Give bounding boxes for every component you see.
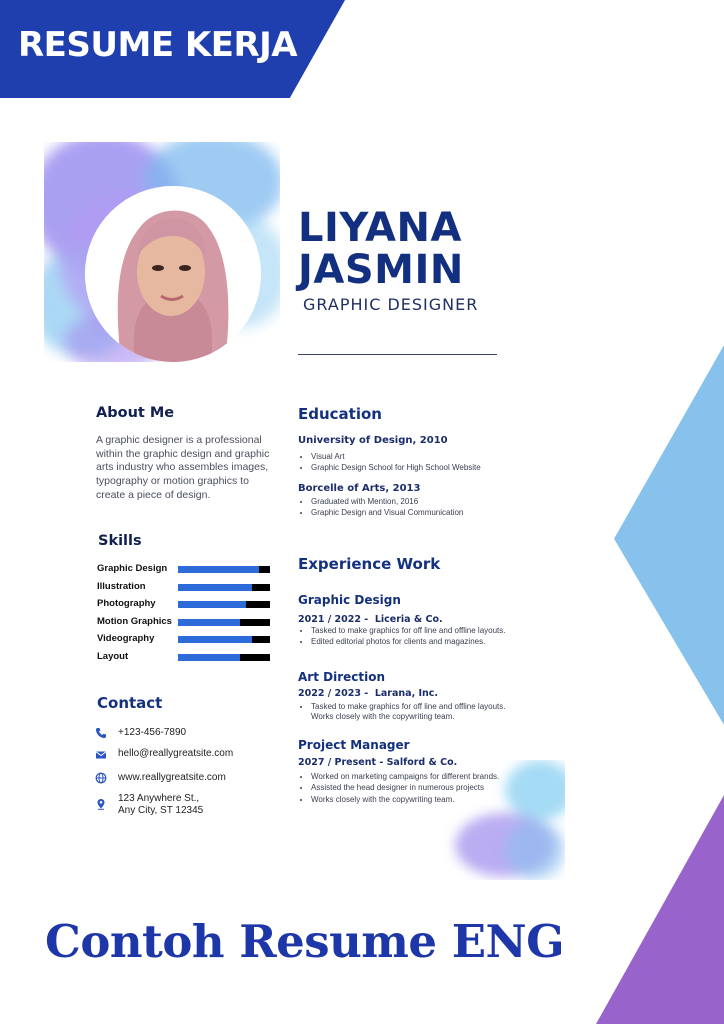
skill-row	[97, 633, 277, 647]
skill-fill	[178, 619, 240, 626]
list-item: • Graphic Design School for High School Website	[311, 463, 511, 473]
skill-row	[97, 651, 277, 665]
experience-bullets	[299, 626, 511, 649]
address-line-1: 123 Anywhere St.,	[118, 793, 200, 804]
skill-fill	[178, 601, 246, 608]
contact-heading: Contact	[97, 694, 163, 712]
skill-fill	[178, 636, 252, 643]
skill-bar	[178, 584, 270, 591]
contact-website[interactable]: www.reallygreatsite.com	[118, 772, 226, 783]
watercolor-splash-bottom	[435, 760, 565, 880]
banner-title: RESUME KERJA	[18, 25, 298, 65]
title-divider	[298, 354, 497, 355]
list-item: • Works closely with the copywriting team.	[311, 795, 511, 805]
skill-bar	[178, 654, 270, 661]
skill-fill	[178, 566, 259, 573]
list-item: • Tasked to make graphics for off line and offline layouts. Works closely with the copywriting team.	[311, 702, 511, 723]
skills-heading: Skills	[98, 533, 142, 549]
skill-bar	[178, 636, 270, 643]
location-icon	[95, 798, 107, 810]
list-item: • Assisted the head designer in numerous projects	[311, 783, 511, 793]
list-item: • Edited editorial photos for clients and magazines.	[311, 637, 511, 647]
education-heading: Education	[298, 405, 382, 423]
skill-bar	[178, 566, 270, 573]
contact-address	[118, 793, 203, 817]
skill-row	[97, 616, 277, 630]
profile-title: GRAPHIC DESIGNER	[303, 295, 479, 314]
profile-photo	[85, 186, 261, 362]
skill-bar	[178, 601, 270, 608]
contact-email[interactable]: hello@reallygreatsite.com	[118, 748, 234, 759]
list-item: • Worked on marketing campaigns for different brands.	[311, 772, 511, 782]
name-first: LIYANA	[298, 205, 462, 251]
mail-icon	[95, 749, 107, 761]
list-item: • Graduated with Mention, 2016	[311, 497, 511, 507]
profile-name	[298, 207, 464, 291]
list-item: • Tasked to make graphics for off line and offline layouts.	[311, 626, 511, 636]
skill-row	[97, 598, 277, 612]
education-school: Borcelle of Arts, 2013	[298, 483, 421, 494]
experience-role: Art Direction	[298, 670, 385, 684]
decorative-blue-triangle	[614, 345, 724, 725]
skill-label: Graphic Design	[97, 563, 168, 574]
experience-period: 2021 / 2022 - Liceria & Co.	[298, 614, 443, 625]
decorative-purple-triangle	[596, 795, 724, 1024]
skill-bar	[178, 619, 270, 626]
phone-icon	[95, 727, 107, 739]
name-last: JASMIN	[298, 247, 464, 293]
education-bullets	[299, 497, 511, 520]
skill-label: Layout	[97, 651, 129, 662]
experience-role: Project Manager	[298, 738, 410, 752]
skill-label: Videography	[97, 633, 155, 644]
skill-label: Photography	[97, 598, 156, 609]
skill-fill	[178, 584, 252, 591]
list-item: • Graphic Design and Visual Communication	[311, 508, 511, 518]
about-heading: About Me	[96, 405, 175, 421]
contact-phone[interactable]: +123-456-7890	[118, 727, 187, 738]
footer-caption: Contoh Resume ENG	[45, 915, 565, 968]
education-bullets	[299, 452, 511, 475]
globe-icon	[95, 772, 107, 784]
list-item: • Visual Art	[311, 452, 511, 462]
experience-heading: Experience Work	[298, 555, 441, 573]
experience-role: Graphic Design	[298, 593, 401, 607]
skill-row	[97, 563, 277, 577]
experience-period: 2022 / 2023 - Larana, Inc.	[298, 688, 439, 699]
skill-label: Motion Graphics	[97, 616, 172, 627]
education-school: University of Design, 2010	[298, 435, 448, 446]
experience-period: 2027 / Present - Salford & Co.	[298, 757, 458, 768]
about-text: A graphic designer is a professional within the graphic design and graphic arts industry who assembles images, typography or motion graphics to create a piece of design.	[96, 434, 270, 501]
skill-label: Illustration	[97, 581, 146, 592]
experience-bullets	[299, 702, 511, 724]
skill-row	[97, 581, 277, 595]
address-line-2: Any City, ST 12345	[118, 805, 204, 816]
skill-fill	[178, 654, 240, 661]
